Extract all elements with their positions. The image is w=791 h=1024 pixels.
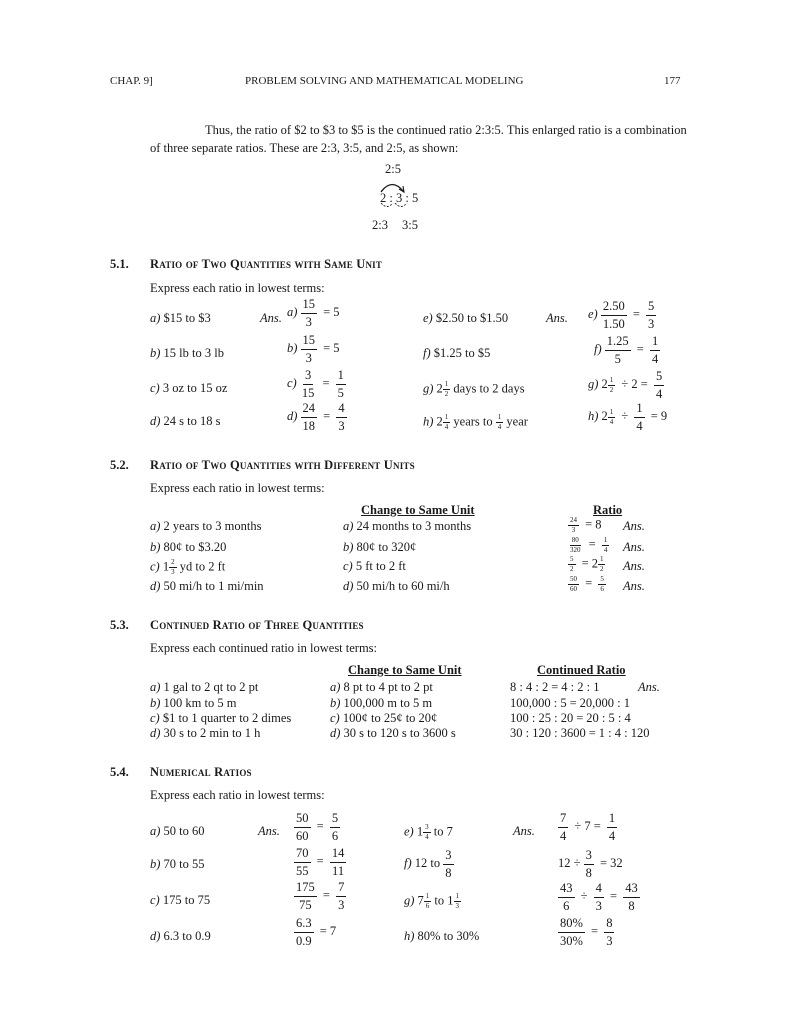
- page-number: 177: [664, 75, 681, 87]
- answer-c: $\frac{175}{75}$ = $\frac{7}{3}$: [296, 880, 345, 912]
- problem-b: b) 15 lb to 3 lb: [150, 346, 224, 360]
- problem-c: c) 175 to 75: [150, 893, 211, 907]
- ratio-b: $\frac{80}{320}$ = $\frac{1}{4}$: [570, 536, 608, 554]
- section-title: Ratio of Two Quantities with Different Units: [150, 458, 415, 472]
- problem-a: a) 50 to 60: [150, 824, 205, 838]
- problem-d: d) 50 mi/h to 1 mi/min: [150, 579, 264, 593]
- section-title: Continued Ratio of Three Quantities: [150, 618, 364, 632]
- section-number: 5.2.: [110, 458, 129, 472]
- answer-g: g) 2 $\frac{1}{2}$ ÷ 2 = $\frac{5}{4}$: [588, 369, 663, 401]
- answer-g: $\frac{43}{6}$ ÷ $\frac{4}{3}$ = $\frac{43}{8}$: [560, 881, 638, 913]
- ans-label: Ans.: [638, 680, 660, 694]
- section-number: 5.1.: [110, 257, 129, 271]
- instruction: Express each continued ratio in lowest terms:: [150, 641, 378, 655]
- problem-e: e) $2.50 to $1.50: [423, 311, 509, 325]
- section-number: 5.3.: [110, 618, 129, 632]
- conversion-a: a) 8 pt to 4 pt to 2 pt: [330, 680, 433, 694]
- problem-g: g) 7 $\frac{1}{6}$ to 1 $\frac{1}{3}$: [404, 892, 460, 910]
- answer-a: a) $\frac{15}{3}$ = 5: [287, 297, 340, 329]
- problem-h: h) 2 $\frac{1}{4}$ years to $\frac{1}{4}$ year: [423, 413, 528, 431]
- ratio-c: $\frac{5}{2}$ = 2 $\frac{1}{2}$: [570, 555, 604, 573]
- answer-d: d) $\frac{24}{18}$ = $\frac{4}{3}$: [287, 401, 345, 433]
- column-header-continued-ratio: Continued Ratio: [537, 663, 626, 677]
- conversion-c: c) 5 ft to 2 ft: [343, 559, 406, 573]
- ans-label: Ans.: [513, 824, 535, 838]
- ans-label: Ans.: [623, 540, 645, 554]
- problem-b: b) 100 km to 5 m: [150, 696, 237, 710]
- problem-f: f) $1.25 to $5: [423, 346, 491, 360]
- diagram-continued-ratio: 2 : 3 : 5: [380, 191, 419, 205]
- ans-label: Ans.: [258, 824, 280, 838]
- answer-e: e) $\frac{2.50}{1.50}$ = $\frac{5}{3}$: [588, 299, 655, 331]
- answer-b: b) $\frac{15}{3}$ = 5: [287, 333, 340, 365]
- problem-a: a) $15 to $3: [150, 311, 211, 325]
- answer-f: f) $\frac{1.25}{5}$ = $\frac{1}{4}$: [594, 334, 659, 366]
- intro-paragraph: Thus, the ratio of $2 to $3 to $5 is the continued ratio 2:3:5. This enlarged ratio is a combination of three separate ratios. These are 2:3, 3:5, and 2:5, as shown:: [150, 123, 687, 155]
- problem-d: d) 30 s to 2 min to 1 h: [150, 726, 261, 740]
- answer-a: $\frac{50}{60}$ = $\frac{5}{6}$: [296, 811, 339, 843]
- problem-d: d) 6.3 to 0.9: [150, 929, 211, 943]
- instruction: Express each ratio in lowest terms:: [150, 788, 325, 802]
- continued-ratio-b: 100,000 : 5 = 20,000 : 1: [510, 696, 631, 710]
- answer-f: 12 ÷ $\frac{3}{8}$ = 32: [558, 848, 623, 880]
- instruction: Express each ratio in lowest terms:: [150, 281, 325, 295]
- conversion-b: b) 80¢ to 320¢: [343, 540, 417, 554]
- conversion-b: b) 100,000 m to 5 m: [330, 696, 433, 710]
- conversion-c: c) 100¢ to 25¢ to 20¢: [330, 711, 438, 725]
- instruction: Express each ratio in lowest terms:: [150, 481, 325, 495]
- diagram-ratio-3-5: 3:5: [402, 218, 418, 232]
- column-header-same-unit: Change to Same Unit: [348, 663, 462, 677]
- problem-h: h) 80% to 30%: [404, 929, 480, 943]
- answer-b: $\frac{70}{55}$ = $\frac{14}{11}$: [296, 846, 345, 878]
- ratio-d: $\frac{50}{60}$ = $\frac{5}{6}$: [570, 575, 604, 593]
- problem-c: c) $1 to 1 quarter to 2 dimes: [150, 711, 292, 725]
- problem-f: f) 12 to $\frac{3}{8}$: [404, 848, 452, 880]
- ans-label: Ans.: [260, 311, 282, 325]
- ans-label: Ans.: [623, 579, 645, 593]
- ans-label: Ans.: [623, 559, 645, 573]
- problem-c: c) 3 oz to 15 oz: [150, 381, 228, 395]
- running-head-title: PROBLEM SOLVING AND MATHEMATICAL MODELING: [245, 75, 524, 87]
- diagram-top-ratio: 2:5: [385, 162, 401, 176]
- conversion-d: d) 50 mi/h to 60 mi/h: [343, 579, 450, 593]
- continued-ratio-c: 100 : 25 : 20 = 20 : 5 : 4: [510, 711, 631, 725]
- continued-ratio-a: 8 : 4 : 2 = 4 : 2 : 1: [510, 680, 600, 694]
- column-header-same-unit: Change to Same Unit: [361, 503, 475, 517]
- problem-b: b) 70 to 55: [150, 857, 205, 871]
- answer-c: c) $\frac{3}{15}$ = $\frac{1}{5}$: [287, 368, 344, 400]
- ratio-a: $\frac{24}{3}$ = 8: [570, 516, 602, 534]
- answer-h: h) 2 $\frac{1}{4}$ ÷ $\frac{1}{4}$ = 9: [588, 401, 668, 433]
- continued-ratio-d: 30 : 120 : 3600 = 1 : 4 : 120: [510, 726, 650, 740]
- problem-g: g) 2 $\frac{1}{2}$ days to 2 days: [423, 380, 525, 398]
- ans-label: Ans.: [546, 311, 568, 325]
- section-title: Ratio of Two Quantities with Same Unit: [150, 257, 383, 271]
- section-number: 5.4.: [110, 765, 129, 779]
- column-header-ratio: Ratio: [593, 503, 623, 517]
- answer-d: $\frac{6.3}{0.9}$ = 7: [296, 916, 337, 948]
- problem-c: c) 1 $\frac{2}{3}$ yd to 2 ft: [150, 558, 226, 576]
- problem-a: a) 1 gal to 2 qt to 2 pt: [150, 680, 259, 694]
- answer-h: $\frac{80\%}{30\%}$ = $\frac{8}{3}$: [560, 916, 613, 948]
- problem-a: a) 2 years to 3 months: [150, 519, 262, 533]
- section-title: Numerical Ratios: [150, 765, 252, 779]
- conversion-a: a) 24 months to 3 months: [343, 519, 472, 533]
- answer-e: $\frac{7}{4}$ ÷ 7 = $\frac{1}{4}$: [560, 811, 616, 843]
- running-head-chapter: CHAP. 9]: [110, 75, 153, 87]
- diagram-ratio-2-3: 2:3: [372, 218, 388, 232]
- problem-d: d) 24 s to 18 s: [150, 414, 221, 428]
- conversion-d: d) 30 s to 120 s to 3600 s: [330, 726, 456, 740]
- problem-e: e) 1 $\frac{3}{4}$ to 7: [404, 823, 453, 841]
- problem-b: b) 80¢ to $3.20: [150, 540, 227, 554]
- ans-label: Ans.: [623, 519, 645, 533]
